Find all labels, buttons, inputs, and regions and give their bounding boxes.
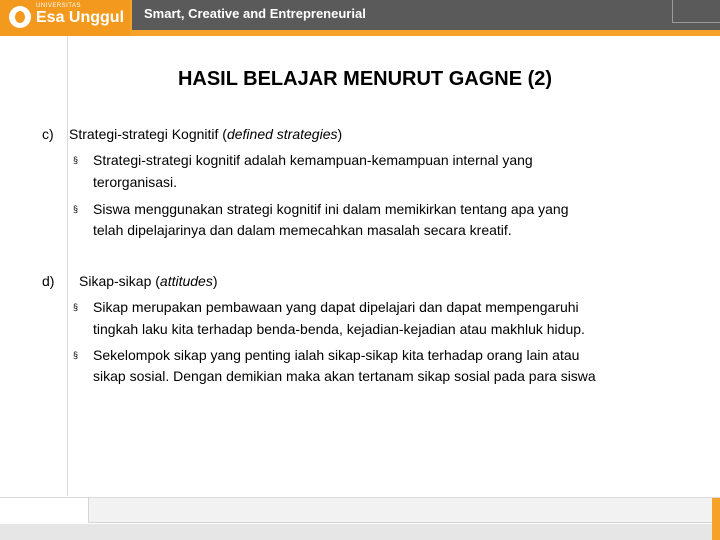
frame-vertical-line <box>67 36 68 496</box>
logo <box>0 0 130 36</box>
bullet-icon: § <box>73 155 79 165</box>
bullet-text: Sikap merupakan pembawaan yang dapat dipelajari dan dapat mempengaruhi <box>93 299 579 315</box>
bullet-text: telah dipelajarinya dan dalam memecahkan masalah secara kreatif. <box>93 222 512 238</box>
bullet-icon: § <box>73 204 79 214</box>
bullet-text: Strategi-strategi kognitif adalah kemampuan-kemampuan internal yang <box>93 152 533 168</box>
bullet-text: tingkah laku kita terhadap benda-benda, kejadian-kejadian atau makhluk hidup. <box>93 321 585 337</box>
logo-text: Esa Unggul <box>36 9 125 26</box>
tagline: Smart, Creative and Entrepreneurial <box>144 6 366 21</box>
bullet-icon: § <box>73 302 79 312</box>
bullet-text: Siswa menggunakan strategi kognitif ini dalam memikirkan tentang apa yang <box>93 201 569 217</box>
bullet-text: Sekelompok sikap yang penting ialah sikap-sikap kita terhadap orang lain atau <box>93 347 580 363</box>
bullet-icon: § <box>73 350 79 360</box>
logo-icon <box>9 6 31 28</box>
bullet-text: terorganisasi. <box>93 174 178 190</box>
header-band <box>0 0 720 36</box>
tagline-frame <box>672 0 720 23</box>
bullet-text: sikap sosial. Dengan demikian maka akan tertanam sikap sosial pada para siswa <box>93 368 596 384</box>
logo-small-text: UNIVERSITAS <box>36 3 82 9</box>
footer-band <box>0 524 720 540</box>
section-heading: Strategi-strategi Kognitif (defined strategies) <box>69 126 343 142</box>
section-heading: Sikap-sikap (attitudes) <box>79 273 218 289</box>
slide-title: HASIL BELAJAR MENURUT GAGNE (2) <box>177 68 553 90</box>
section-label: c) <box>42 126 54 142</box>
footer-box <box>88 498 715 523</box>
section-label: d) <box>42 273 55 289</box>
tagline-bar <box>132 0 720 30</box>
footer-accent <box>712 498 720 540</box>
